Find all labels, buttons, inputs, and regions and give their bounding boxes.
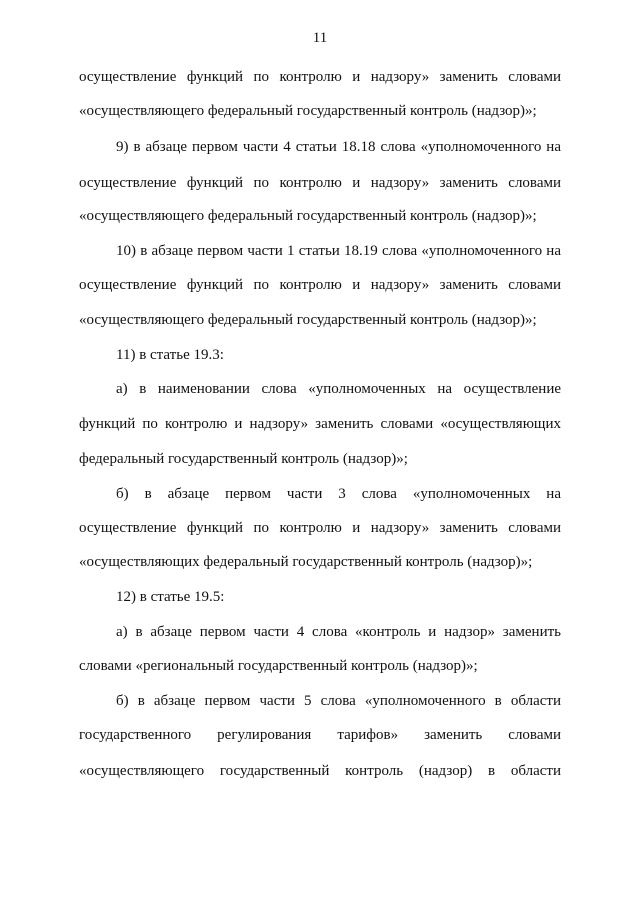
- text-line: а) в абзаце первом части 4 слова «контроль и надзор» заменить: [116, 624, 561, 640]
- text-line: а) в наименовании слова «уполномоченных на осуществление: [116, 381, 561, 397]
- text-line: 11) в статье 19.3:: [116, 347, 224, 363]
- text-line: функций по контролю и надзору» заменить словами «осуществляющих: [79, 416, 561, 432]
- text-line: словами «региональный государственный контроль (надзор)»;: [79, 658, 478, 674]
- text-line: «осуществляющего федеральный государственный контроль (надзор)»;: [79, 312, 537, 328]
- text-line: 10) в абзаце первом части 1 статьи 18.19 слова «уполномоченного на: [116, 243, 561, 259]
- text-line: 9) в абзаце первом части 4 статьи 18.18 слова «уполномоченного на: [116, 139, 561, 155]
- text-line: «осуществляющих федеральный государственный контроль (надзор)»;: [79, 554, 533, 570]
- text-line: «осуществляющего федеральный государственный контроль (надзор)»;: [79, 103, 537, 119]
- text-line: федеральный государственный контроль (надзор)»;: [79, 451, 408, 467]
- text-line: б) в абзаце первом части 5 слова «уполномоченного в области: [116, 693, 561, 709]
- text-line: осуществление функций по контролю и надзору» заменить словами: [79, 69, 561, 85]
- text-line: «осуществляющего федеральный государственный контроль (надзор)»;: [79, 208, 537, 224]
- text-line: б) в абзаце первом части 3 слова «уполномоченных на: [116, 486, 561, 502]
- page-number: 11: [312, 30, 328, 46]
- text-line: государственного регулирования тарифов» заменить словами: [79, 727, 561, 743]
- text-line: «осуществляющего государственный контроль (надзор) в области: [79, 763, 561, 779]
- text-line: осуществление функций по контролю и надзору» заменить словами: [79, 520, 561, 536]
- text-line: осуществление функций по контролю и надзору» заменить словами: [79, 175, 561, 191]
- text-line: 12) в статье 19.5:: [116, 589, 225, 605]
- text-line: осуществление функций по контролю и надзору» заменить словами: [79, 277, 561, 293]
